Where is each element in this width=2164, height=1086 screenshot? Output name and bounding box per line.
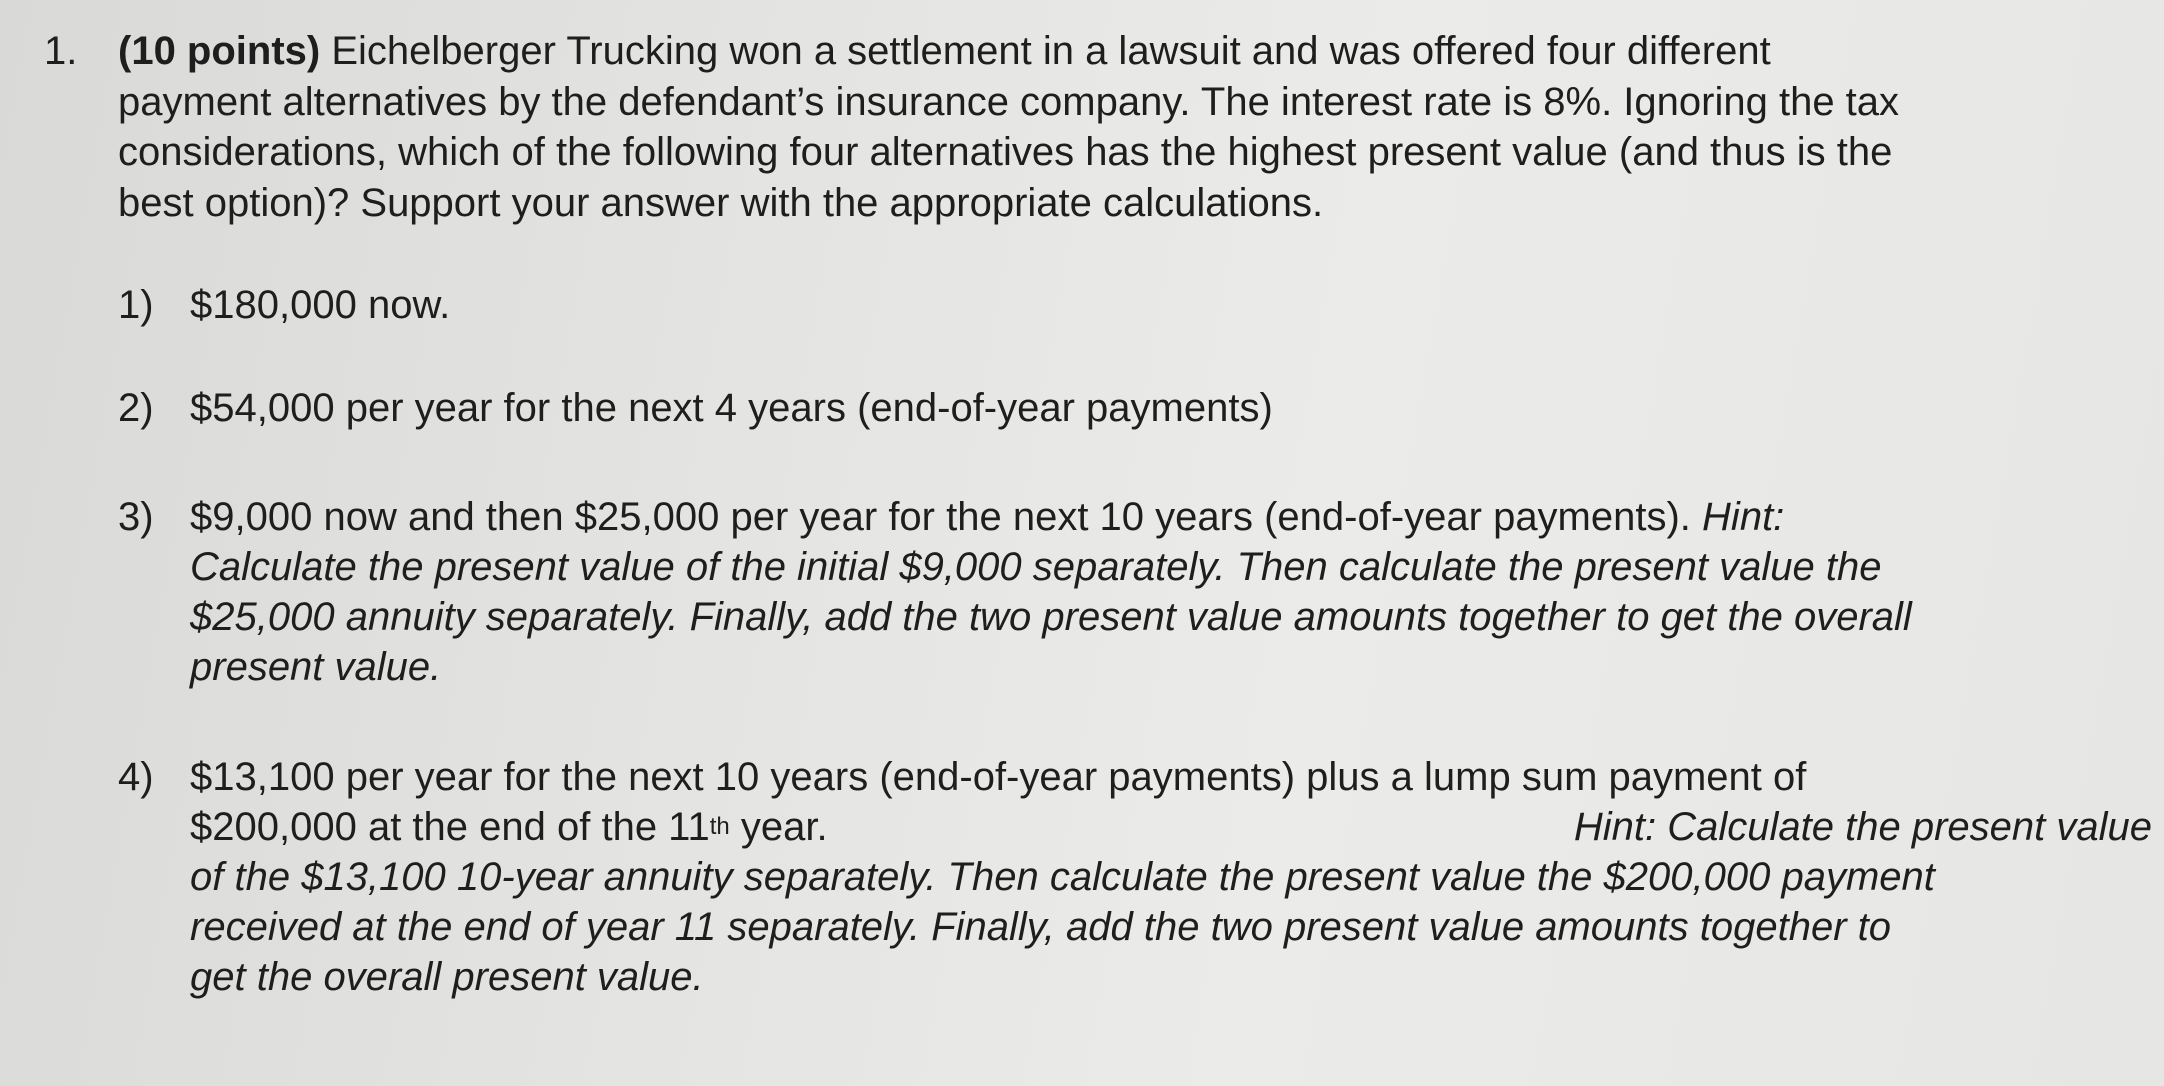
alternative-4-hint-line-3: get the overall present value. xyxy=(190,955,704,999)
question-number: 1. xyxy=(44,29,78,73)
alternative-3-hint-line-1: Calculate the present value of the initial $9,000 separately. Then calculate the present value the xyxy=(190,545,1882,589)
alternative-4-line-2-text xyxy=(190,802,828,852)
question-prompt xyxy=(118,26,2128,228)
alternative-3-hint-line-2: $25,000 annuity separately. Finally, add the two present value amounts together to get the overall xyxy=(190,595,1912,639)
alternative-4-ordinal-suffix: th xyxy=(709,813,730,840)
question-line-1 xyxy=(118,26,2128,77)
alternative-4-body xyxy=(190,752,2150,1002)
question-text-line-2: payment alternatives by the defendant’s insurance company. The interest rate is 8%. Ignoring the tax xyxy=(118,79,1900,124)
alternative-1-number: 1) xyxy=(118,283,154,327)
question-points: (10 points) xyxy=(118,29,321,73)
alternative-3-body xyxy=(190,492,2150,692)
alternative-4-year-text: year. xyxy=(729,805,828,849)
alternative-4-number: 4) xyxy=(118,755,154,799)
question-text-line-3: considerations, which of the following four alternatives has the highest present value (and thus is the xyxy=(118,130,1893,174)
alternative-3-line-1 xyxy=(190,492,2150,542)
alternative-4-line-2 xyxy=(190,802,2152,852)
alternative-2-text: $54,000 per year for the next 4 years (end-of-year payments) xyxy=(190,386,1273,430)
alternative-4-hint-first: Hint: Calculate the present value xyxy=(1573,805,2152,849)
alternative-3-text: $9,000 now and then $25,000 per year for the next 10 years (end-of-year payments). xyxy=(190,495,1691,539)
alternative-1-text: $180,000 now. xyxy=(190,283,451,327)
question-text-line-1: Eichelberger Trucking won a settlement in a lawsuit and was offered four different xyxy=(331,29,1771,73)
question-text-line-4: best option)? Support your answer with the appropriate calculations. xyxy=(118,180,1324,225)
alternative-3-hint-label: Hint: xyxy=(1702,495,1785,539)
alternative-3-number: 3) xyxy=(118,495,154,539)
alternative-4-text: $13,100 per year for the next 10 years (end-of-year payments) plus a lump sum payment of xyxy=(190,755,1807,799)
alternative-4-hint-line-1: of the $13,100 10-year annuity separately. Then calculate the present value the $200,000 payment xyxy=(190,855,1935,899)
alternative-2-number: 2) xyxy=(118,386,154,430)
alternative-4-lump-sum-text: $200,000 at the end of the 11 xyxy=(190,805,710,849)
alternative-3-hint-line-3: present value. xyxy=(190,645,442,689)
alternative-4-hint-line-2: received at the end of year 11 separately. Finally, add the two present value amounts together to xyxy=(190,905,1892,949)
